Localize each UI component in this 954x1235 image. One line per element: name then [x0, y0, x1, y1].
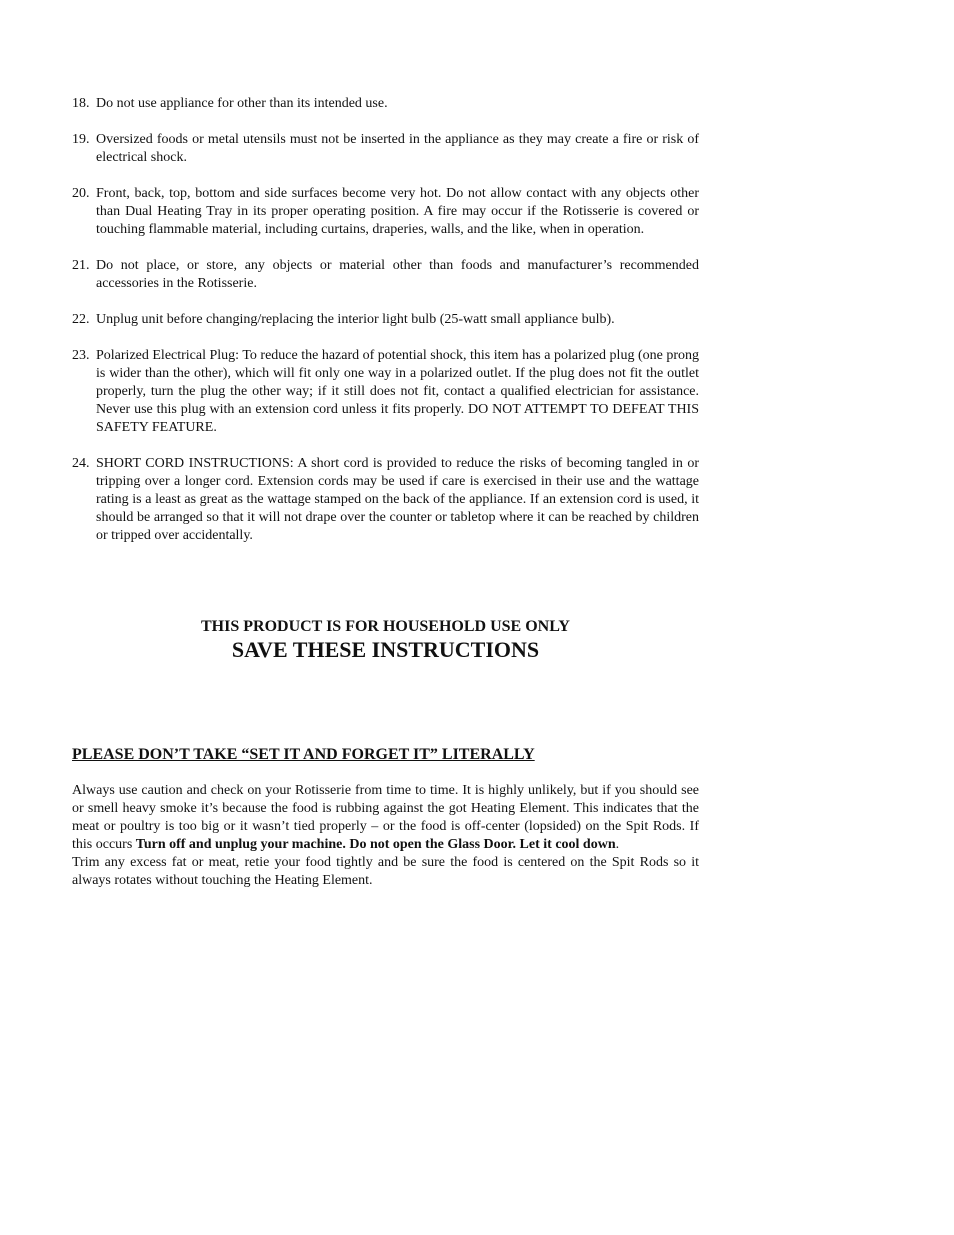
list-item	[72, 95, 699, 113]
item-text: Oversized foods or metal utensils must not be inserted in the appliance as they may create a fire or risk of electrical shock.	[96, 132, 699, 165]
item-text: Do not use appliance for other than its intended use.	[96, 96, 388, 111]
list-item	[72, 455, 699, 545]
item-text: Do not place, or store, any objects or material other than foods and manufacturer’s recommended accessories in the Rotisserie.	[96, 258, 699, 291]
caution-text-start: Always use caution and check on your Rotisserie from time to time. It is highly unlikely, but if you should see or smell heavy smoke it’s because the food is rubbing against the got Heating Element. This indicates that the meat or poultry is too big or it wasn’t tied properly – or the food is off-center (lopsided) on the Spit Rods. If this occurs	[72, 783, 699, 852]
item-number: 22.	[72, 312, 90, 327]
item-number: 20.	[72, 186, 90, 201]
caution-text-end: .	[615, 837, 620, 852]
document-page	[72, 95, 699, 890]
caution-heading: PLEASE DON’T TAKE “SET IT AND FORGET IT” LITERALLY	[72, 746, 535, 763]
list-item	[72, 185, 699, 239]
list-item	[72, 257, 699, 293]
save-instructions-title: SAVE THESE INSTRUCTIONS	[231, 637, 540, 662]
list-item	[72, 347, 699, 437]
caution-paragraph	[72, 782, 699, 890]
item-number: 19.	[72, 132, 90, 147]
item-number: 24.	[72, 456, 90, 471]
list-item	[72, 131, 699, 167]
item-number: 21.	[72, 258, 90, 273]
item-text: Unplug unit before changing/replacing the interior light bulb (25-watt small appliance bulb).	[96, 312, 615, 327]
item-text: SHORT CORD INSTRUCTIONS: A short cord is provided to reduce the risks of becoming tangled in or tripping over a longer cord. Extension cords may be used if care is exercised in their use and the wattage rating is a least as great as the wattage stamped on the back of the appliance. If an extension cord is used, it should be arranged so that it will not drape over the counter or tabletop where it can be reached by children or tripped over accidentally.	[96, 456, 699, 543]
item-number: 23.	[72, 348, 90, 363]
trim-instructions: Trim any excess fat or meat, retie your food tightly and be sure the food is centered on the Spit Rods so it always rotates without touching the Heating Element.	[72, 855, 699, 888]
caution-bold-warning: Turn off and unplug your machine. Do not open the Glass Door. Let it cool down	[135, 837, 616, 852]
item-number: 18.	[72, 96, 90, 111]
safety-instructions-list	[72, 95, 699, 545]
list-item	[72, 311, 699, 329]
household-use-notice: THIS PRODUCT IS FOR HOUSEHOLD USE ONLY	[201, 618, 570, 635]
item-text: Polarized Electrical Plug: To reduce the hazard of potential shock, this item has a polarized plug (one prong is wider than the other), which will fit only one way in a polarized outlet. If the plug does not fit the outlet properly, turn the plug the other way; if it still does not fit, contact a qualified electrician for assistance. Never use this plug with an extension cord unless it fits properly. DO NOT ATTEMPT TO DEFEAT THIS SAFETY FEATURE.	[96, 348, 699, 435]
item-text: Front, back, top, bottom and side surfaces become very hot. Do not allow contact with any objects other than Dual Heating Tray in its proper operating position. A fire may occur if the Rotisserie is covered or touching flammable material, including curtains, draperies, walls, and the like, when in operation.	[96, 186, 699, 237]
household-notice	[72, 617, 699, 663]
